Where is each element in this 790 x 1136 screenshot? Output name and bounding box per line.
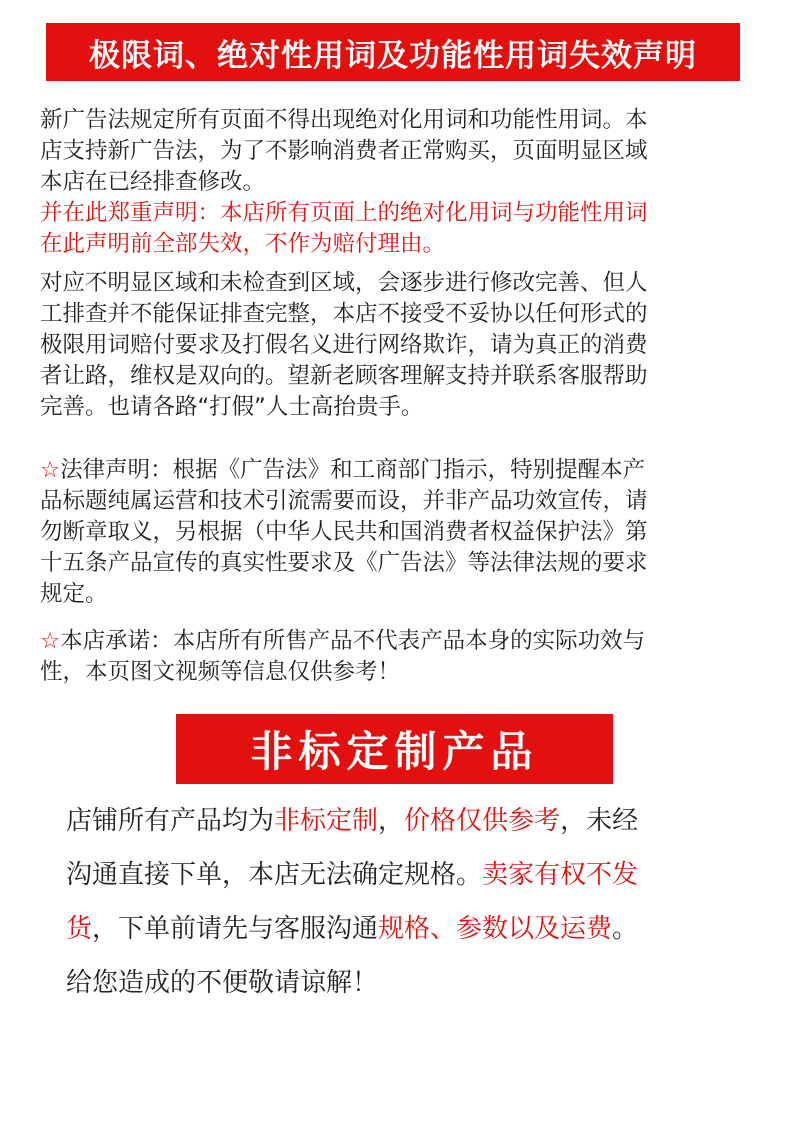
text-line: 对应不明显区域和未检查到区域，会逐步进行修改完善、但人 — [40, 270, 648, 296]
text-line: 者让路，维权是双向的。望新老顾客理解支持并联系客服帮助 — [40, 363, 648, 389]
text-line: 性，本页图文视频等信息仅供参考！ — [40, 659, 401, 685]
text-line: 品标题纯属运营和技术引流需要而设，并非产品功效宣传，请 — [40, 488, 648, 514]
text-line — [66, 794, 746, 848]
text-span: ，未经 — [560, 806, 639, 836]
text-line: 完善。也请各路“打假”人士高抬贵手。 — [40, 394, 424, 420]
text-span: 。 — [612, 914, 639, 944]
text-line: 本店承诺：本店所有所售产品不代表产品本身的实际功效与 — [60, 628, 646, 654]
text-span: 沟通直接下单，本店无法确定规格。 — [66, 860, 483, 890]
star-icon: ☆ — [40, 457, 61, 483]
text-line: 十五条产品宣传的真实性要求及《广告法》等法律法规的要求 — [40, 550, 648, 576]
paragraph-unchecked-areas — [40, 268, 752, 423]
text-line: 工排查并不能保证排查完整，本店不接受不妥协以任何形式的 — [40, 301, 648, 327]
highlight-line: 并在此郑重声明：本店所有页面上的绝对化用词与功能性用词 — [40, 200, 648, 226]
highlight-span: 价格仅供参考 — [404, 806, 561, 836]
text-line: 本店在已经排查修改。 — [40, 169, 266, 195]
disclaimer-title: 极限词、绝对性用词及功能性用词失效声明 — [89, 37, 697, 74]
star-icon: ☆ — [40, 628, 61, 654]
highlight-span: 规格、参数以及运费 — [378, 914, 613, 944]
highlight-line: 在此声明前全部失效，不作为赔付理由。 — [40, 231, 446, 257]
text-span: 店铺所有产品均为 — [66, 806, 275, 836]
paragraph-custom-product — [66, 794, 746, 1010]
highlight-span: 货 — [66, 914, 93, 944]
highlight-span: 非标定制 — [274, 806, 379, 836]
paragraph-store-promise — [40, 626, 752, 688]
text-line: 给您造成的不便敬请谅解！ — [66, 968, 379, 998]
text-line: 规定。 — [40, 581, 108, 607]
text-line: 法律声明：根据《广告法》和工商部门指示，特别提醒本产 — [60, 457, 646, 483]
text-span: ，下单前请先与客服沟通 — [92, 914, 379, 944]
paragraph-legal-statement — [40, 455, 752, 610]
text-line: 店支持新广告法，为了不影响消费者正常购买，页面明显区域 — [40, 138, 648, 164]
custom-product-title: 非标定制产品 — [250, 727, 539, 776]
text-line: 勿断章取义，另根据（中华人民共和国消费者权益保护法》第 — [40, 519, 648, 545]
highlight-span: 卖家有权不发 — [482, 860, 639, 890]
text-line — [66, 902, 746, 956]
custom-product-banner — [176, 714, 613, 784]
text-line: 极限用词赔付要求及打假名义进行网络欺诈，请为真正的消费 — [40, 332, 648, 358]
text-line — [66, 848, 746, 902]
paragraph-ad-law — [40, 105, 752, 260]
text-span: ， — [378, 806, 405, 836]
text-line: 新广告法规定所有页面不得出现绝对化用词和功能性用词。本 — [40, 107, 648, 133]
disclaimer-title-banner — [46, 23, 740, 81]
